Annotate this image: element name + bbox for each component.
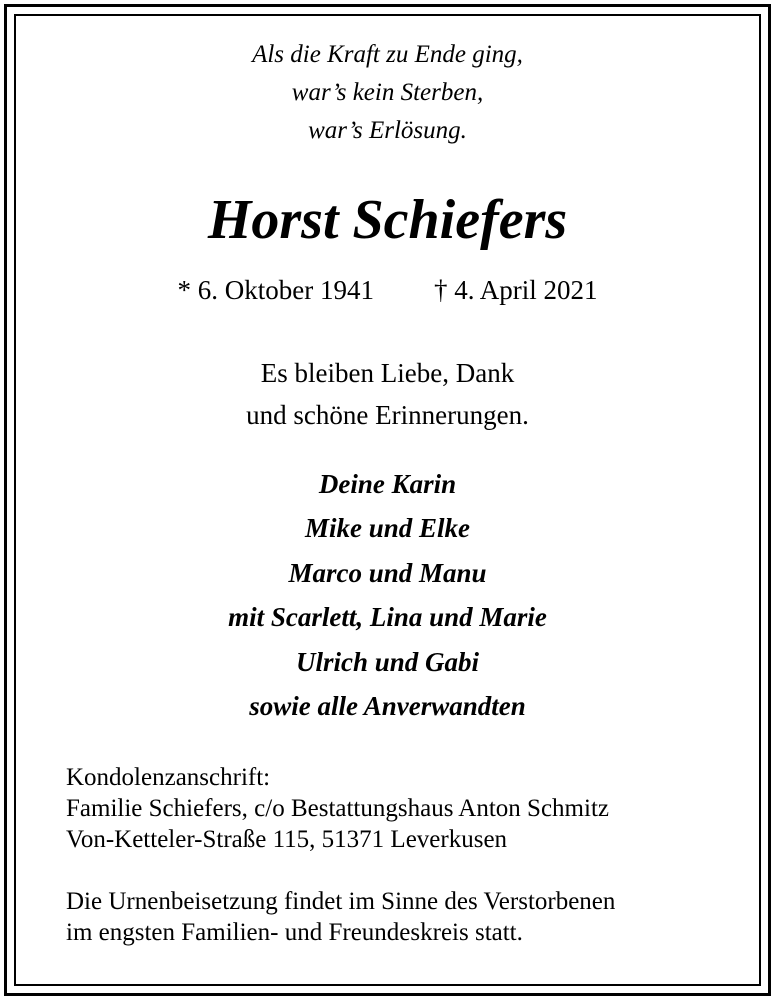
birth-date: * 6. Oktober 1941 [177, 275, 374, 305]
farewell-message [0, 352, 775, 436]
burial-notice [66, 886, 746, 948]
deceased-name: Horst Schiefers [207, 189, 568, 251]
mourner-line: Deine Karin [318, 469, 457, 499]
address-line: Familie Schiefers, c/o Bestattungshaus Anton Schmitz [66, 795, 609, 822]
address-line: Von-Ketteler-Straße 115, 51371 Leverkusen [66, 826, 508, 853]
mourners-list [0, 462, 775, 728]
mourner-line: Mike und Elke [304, 513, 471, 544]
notice-line: im engsten Familien- und Freundeskreis statt. [66, 919, 523, 946]
poem-line-1: Als die Kraft zu Ende ging, [252, 41, 523, 68]
notice-line: Die Urnenbeisetzung findet im Sinne des Verstorbenen [66, 888, 616, 915]
poem-line-3: war’s Erlösung. [308, 117, 467, 144]
poem [0, 36, 775, 150]
mourner-line: mit Scarlett, Lina und Marie [228, 602, 547, 633]
address-heading: Kondolenzanschrift: [66, 764, 271, 791]
mourner-line: Marco und Manu [288, 557, 487, 588]
death-date: † 4. April 2021 [433, 275, 598, 305]
poem-line-2: war’s kein Sterben, [291, 79, 484, 106]
condolence-address [66, 762, 746, 855]
mourner-line: Ulrich und Gabi [295, 646, 480, 677]
mourner-line: sowie alle Anverwandten [249, 691, 526, 722]
life-dates [0, 272, 775, 308]
message-line-2: und schöne Erinnerungen. [246, 400, 529, 430]
message-line-1: Es bleiben Liebe, Dank [260, 358, 515, 388]
